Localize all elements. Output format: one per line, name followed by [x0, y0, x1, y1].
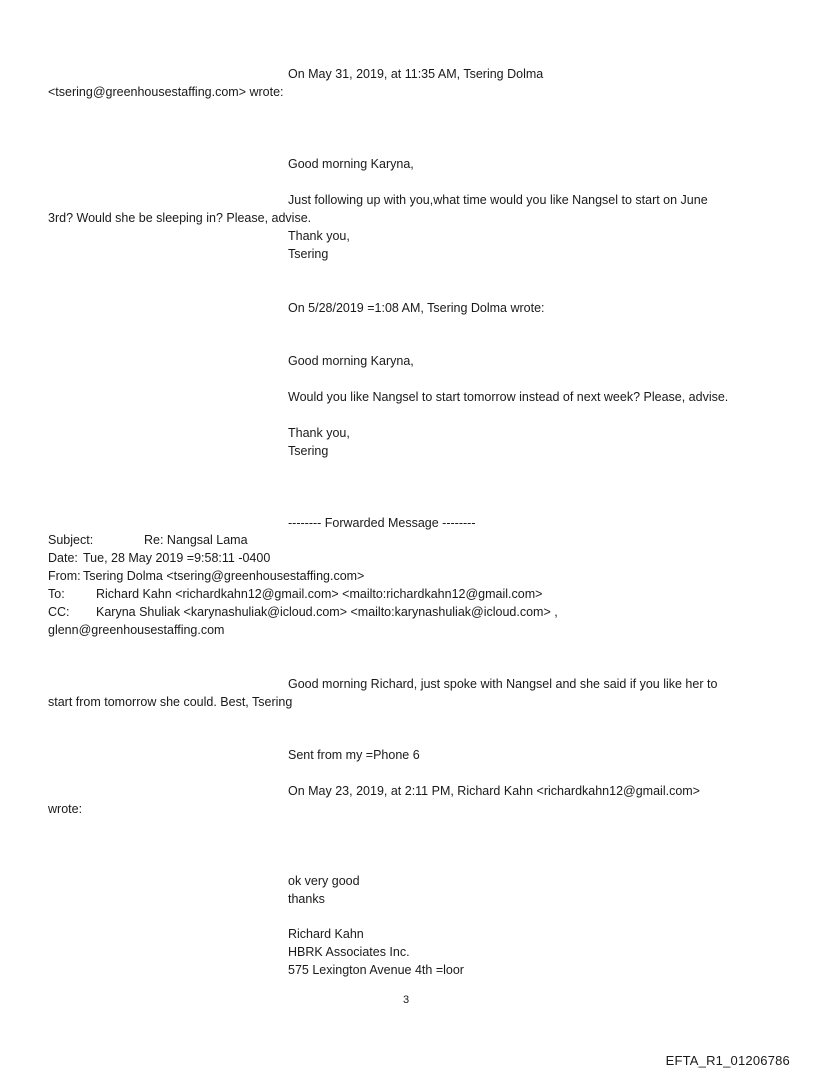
- to-value: Richard Kahn <richardkahn12@gmail.com> <mailto:richardkahn12@gmail.com>: [96, 587, 543, 601]
- email3-intro-line2: wrote:: [48, 802, 83, 816]
- from-label: From:: [48, 569, 81, 583]
- email1-signature: Tsering: [288, 247, 329, 261]
- email2-body: Would you like Nangsel to start tomorrow instead of next week? Please, advise.: [288, 390, 729, 404]
- date-label: Date:: [48, 551, 78, 565]
- email1-thanks: Thank you,: [288, 229, 350, 243]
- header-to: [48, 586, 542, 603]
- signature-address: 575 Lexington Avenue 4th =loor: [288, 963, 464, 977]
- signature-company: HBRK Associates Inc.: [288, 945, 410, 959]
- email3-body-line1: Good morning Richard, just spoke with Nangsel and she said if you like her to: [288, 677, 718, 691]
- document-id-footer: EFTA_R1_01206786: [665, 1053, 790, 1068]
- subject-label: Subject:: [48, 533, 94, 547]
- email2-thanks: Thank you,: [288, 426, 350, 440]
- email1-intro-line1: On May 31, 2019, at 11:35 AM, Tsering Dolma: [288, 67, 544, 81]
- email4-line2: thanks: [288, 892, 325, 906]
- page-number: 3: [403, 994, 410, 1006]
- subject-value: Re: Nangsal Lama: [144, 533, 248, 547]
- email1-body-line2: 3rd? Would she be sleeping in? Please, advise.: [48, 211, 312, 225]
- email2-signature: Tsering: [288, 444, 329, 458]
- email2-intro: On 5/28/2019 =1:08 AM, Tsering Dolma wrote:: [288, 301, 545, 315]
- email2-greeting: Good morning Karyna,: [288, 354, 414, 368]
- email1-body-line1: Just following up with you,what time would you like Nangsel to start on June: [288, 193, 708, 207]
- email1-greeting: Good morning Karyna,: [288, 157, 414, 171]
- email3-intro-line1: On May 23, 2019, at 2:11 PM, Richard Kahn <richardkahn12@gmail.com>: [288, 784, 700, 798]
- cc-value: Karyna Shuliak <karynashuliak@icloud.com> <mailto:karynashuliak@icloud.com> ,: [96, 605, 558, 619]
- from-value: Tsering Dolma <tsering@greenhousestaffing.com>: [83, 569, 365, 583]
- email4-line1: ok very good: [288, 874, 360, 888]
- to-label: To:: [48, 587, 65, 601]
- header-subject: [48, 532, 248, 549]
- cc-value-continued: glenn@greenhousestaffing.com: [48, 623, 225, 637]
- header-from: [48, 568, 364, 585]
- cc-label: CC:: [48, 605, 70, 619]
- forwarded-divider: -------- Forwarded Message --------: [288, 516, 476, 530]
- signature-name: Richard Kahn: [288, 927, 364, 941]
- header-date: [48, 550, 270, 567]
- email3-body-line2: start from tomorrow she could. Best, Tsering: [48, 695, 293, 709]
- email3-sent-from: Sent from my =Phone 6: [288, 748, 420, 762]
- email1-intro-line2: <tsering@greenhousestaffing.com> wrote:: [48, 85, 284, 99]
- date-value: Tue, 28 May 2019 =9:58:11 -0400: [83, 551, 271, 565]
- header-cc: [48, 604, 558, 621]
